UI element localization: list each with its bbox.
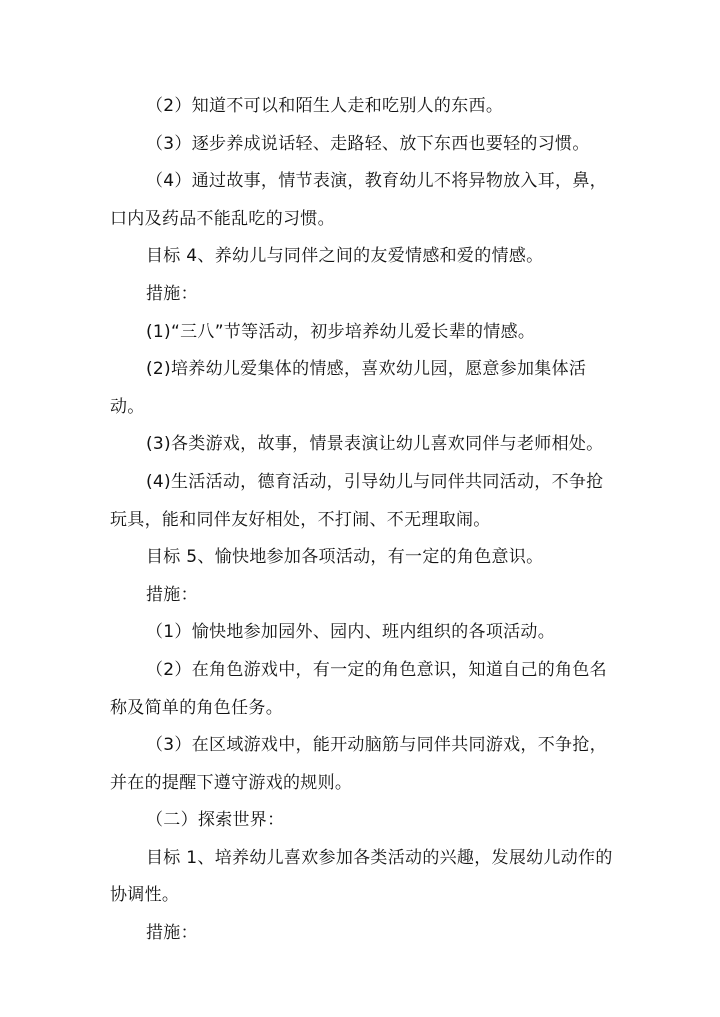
measure-3-games: (3)各类游戏，故事，情景表演让幼儿喜欢同伴与老师相处。 [146, 434, 604, 455]
measure-1-elders: (1)“三八”节等活动，初步培养幼儿爱长辈的情感。 [146, 321, 536, 342]
goal-5-item-2: （2）在角色游戏中，有一定的角色意识，知道自己的角色名称及简单的角色任务。 [110, 659, 607, 718]
measures-label: 措施： [146, 283, 198, 304]
paragraph-item-4-foreign-objects: （4）通过故事，情节表演，教育幼儿不将异物放入耳，鼻，口内及药品不能乱吃的习惯。 [110, 171, 607, 229]
paragraph-item-2-strangers: （2）知道不可以和陌生人走和吃别人的东西。 [146, 96, 504, 116]
goal-5-heading: 目标 5、愉快地参加各项活动，有一定的角色意识。 [146, 547, 544, 568]
document-body [110, 88, 615, 953]
paragraph-item-3-quiet-habits: （3）逐步养成说话轻、走路轻、放下东西也要轻的习惯。 [146, 133, 590, 154]
measures-label: 措施： [146, 923, 198, 944]
measures-label: 措施： [146, 584, 198, 605]
goal-4-heading: 目标 4、养幼儿与同伴之间的友爱情感和爱的情感。 [146, 246, 544, 267]
goal-5-item-1: （1）愉快地参加园外、园内、班内组织的各项活动。 [146, 622, 556, 643]
goal-5-item-3: （3）在区域游戏中，能开动脑筋与同伴共同游戏，不争抢，并在的提醒下遵守游戏的规则。 [110, 735, 607, 793]
measure-2-collective: (2)培养幼儿爱集体的情感，喜欢幼儿园，愿意参加集体活动。 [110, 359, 587, 417]
measure-4-peers: (4)生活活动，德育活动，引导幼儿与同伴共同活动，不争抢玩具，能和同伴友好相处，不打闹、不无理取闹。 [110, 471, 604, 530]
section-heading-explore-world: （二）探索世界： [146, 810, 285, 831]
goal-1-heading: 目标 1、培养幼儿喜欢参加各类活动的兴趣，发展幼儿动作的协调性。 [110, 847, 613, 906]
